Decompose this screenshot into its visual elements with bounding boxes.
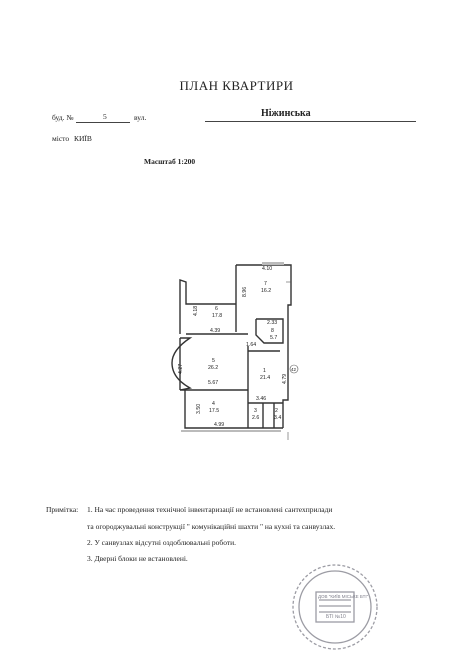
plan-label: 16.2 <box>261 288 272 294</box>
plan-label: 5.67 <box>208 380 219 386</box>
plan-label: 3.50 <box>196 403 202 414</box>
plan-label: 5 <box>212 358 215 364</box>
note-item: та огороджувальні конструкції " комунікаційні шахти " на кухні та санвузлах. <box>87 522 336 531</box>
plan-label: 42 <box>291 367 297 372</box>
floor-plan <box>150 250 310 450</box>
plan-label: 6 <box>215 306 218 312</box>
note-item: 1. На час проведення технічної інвентаризації не встановлені сантехприлади <box>87 505 333 514</box>
house-label: буд. № <box>52 113 74 122</box>
notes-heading: Примітка: <box>46 505 79 514</box>
stamp-number: БТІ №10 <box>326 614 346 620</box>
house-underline <box>76 122 130 123</box>
street-name: Ніжинська <box>261 108 311 119</box>
scale-label: Масштаб 1:200 <box>144 157 196 166</box>
plan-label: 3 <box>254 408 257 414</box>
official-stamp <box>288 560 383 655</box>
plan-label: 4.39 <box>210 328 221 334</box>
plan-label: 2 <box>275 408 278 414</box>
note-item: 2. У санвузлах відсутні оздоблювальні роботи. <box>87 538 237 547</box>
plan-label: 26.2 <box>208 365 219 371</box>
plan-label: 1.64 <box>246 342 257 348</box>
plan-label: 4.79 <box>282 373 288 384</box>
plan-label: 2.33 <box>267 320 278 326</box>
plan-label: 1 <box>263 368 266 374</box>
stamp-text: ДОВ "КИЇВ МІСЬКЕ БТІ" <box>318 594 369 599</box>
plan-label: 5.7 <box>270 335 278 341</box>
plan-label: 21.4 <box>260 375 271 381</box>
plan-label: 4.27 <box>178 363 184 374</box>
plan-label: 3.4 <box>274 415 282 421</box>
street-label: вул. <box>134 113 147 122</box>
street-underline <box>205 121 416 122</box>
plan-label: 17.8 <box>212 313 223 319</box>
plan-label: 4.10 <box>262 266 273 272</box>
plan-label: 17.5 <box>209 408 220 414</box>
document-title: ПЛАН КВАРТИРИ <box>179 78 294 93</box>
plan-label: 4.99 <box>214 422 225 428</box>
plan-label: 7 <box>264 281 267 287</box>
plan-label: 3.46 <box>256 396 267 402</box>
house-number: 5 <box>103 112 107 121</box>
plan-label: 2.6 <box>252 415 260 421</box>
plan-label: 4.18 <box>193 305 199 316</box>
note-item: 3. Дверні блоки не встановлені. <box>87 554 188 563</box>
city-name: КИЇВ <box>74 134 92 143</box>
city-label: місто <box>52 134 70 143</box>
plan-label: 8.96 <box>242 286 248 297</box>
plan-label: 8 <box>271 328 274 334</box>
plan-label: 4 <box>212 401 215 407</box>
